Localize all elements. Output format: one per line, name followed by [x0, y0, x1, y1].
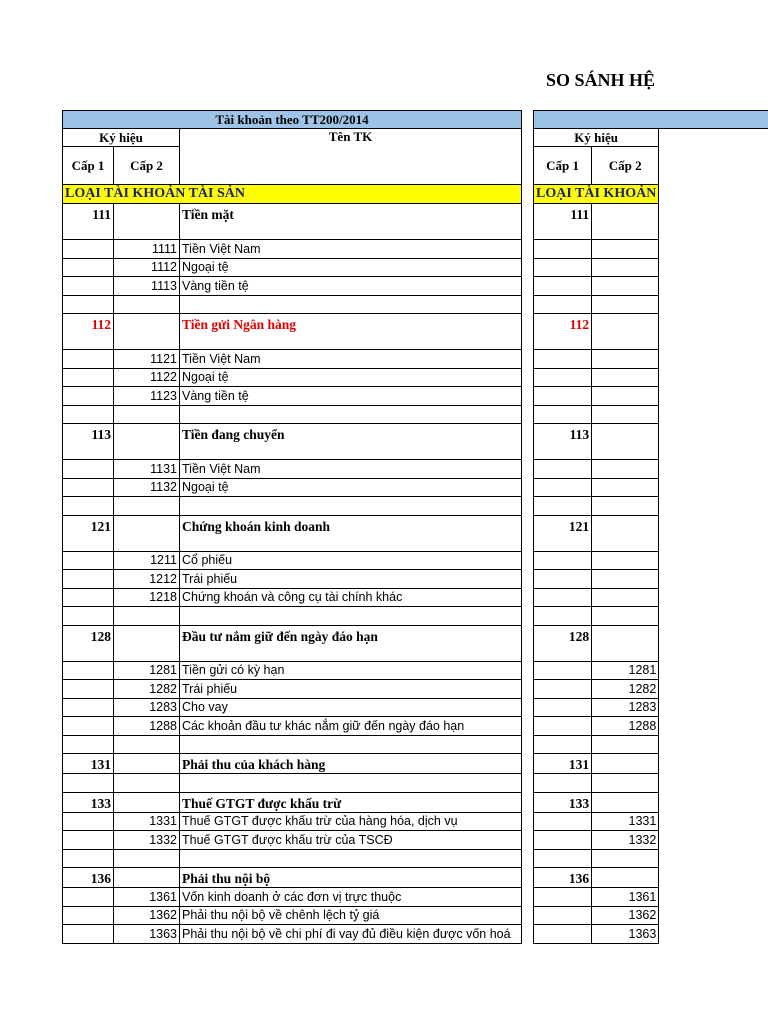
table-row — [534, 295, 768, 314]
cap2-cell: 1363 — [592, 925, 659, 944]
cap1-cell — [63, 277, 114, 296]
right-account-table — [533, 110, 768, 944]
cap1-cell — [534, 849, 592, 868]
table-row — [63, 698, 522, 717]
table-row — [63, 792, 522, 812]
account-name-cell: Chứng khoán và công cụ tài chính khác — [180, 588, 522, 607]
table-row — [534, 497, 768, 516]
account-name-cell: Phải thu của khách hàng — [180, 754, 522, 774]
cap2-cell: 1281 — [592, 661, 659, 680]
table-row — [63, 607, 522, 626]
cap1-cell — [63, 925, 114, 944]
cap1-cell: 128 — [63, 625, 114, 661]
table-row — [63, 204, 522, 240]
account-name-cell: Cổ phiếu — [180, 551, 522, 570]
cap2-cell — [592, 588, 659, 607]
cap2-cell — [114, 204, 180, 240]
cap2-cell — [592, 405, 659, 424]
right-ky-hieu-header: Ký hiệu — [534, 129, 659, 147]
cap2-cell: 1288 — [592, 717, 659, 736]
cap2-cell — [114, 868, 180, 888]
account-name-cell: Tiền mặt — [180, 204, 522, 240]
cap2-cell — [592, 368, 659, 387]
table-row — [63, 277, 522, 296]
cap2-cell — [592, 350, 659, 369]
cap1-cell — [63, 350, 114, 369]
cap1-cell — [63, 888, 114, 907]
table-row — [534, 204, 768, 240]
cap1-cell — [534, 295, 592, 314]
cap1-cell: 113 — [63, 424, 114, 460]
left-table-header: Tài khoản theo TT200/2014 — [63, 111, 522, 129]
table-row — [63, 314, 522, 350]
cap2-cell: 1283 — [114, 698, 180, 717]
cap2-cell: 1361 — [592, 888, 659, 907]
cap2-cell: 1121 — [114, 350, 180, 369]
cap1-cell: 113 — [534, 424, 592, 460]
cap1-cell — [534, 774, 592, 793]
cap2-cell — [114, 754, 180, 774]
cap1-cell — [534, 460, 592, 479]
table-row — [63, 551, 522, 570]
cap1-cell — [63, 478, 114, 497]
account-name-cell: Vàng tiền tệ — [180, 277, 522, 296]
cap1-cell — [534, 478, 592, 497]
cap2-cell — [114, 735, 180, 754]
cap2-cell — [114, 607, 180, 626]
account-name-cell: Thuế GTGT được khấu trừ của TSCĐ — [180, 831, 522, 850]
table-row — [534, 661, 768, 680]
cap2-cell: 1113 — [114, 277, 180, 296]
cap2-cell: 1362 — [592, 906, 659, 925]
account-name-cell — [180, 774, 522, 793]
account-name-cell — [180, 735, 522, 754]
account-name-cell: Tiền gửi có kỳ hạn — [180, 661, 522, 680]
cap2-cell — [592, 460, 659, 479]
table-row — [63, 906, 522, 925]
right-cap2-header: Cấp 2 — [592, 147, 659, 185]
cap2-cell: 1331 — [592, 812, 659, 831]
account-name-cell: Cho vay — [180, 698, 522, 717]
table-row — [534, 387, 768, 406]
table-row — [63, 849, 522, 868]
account-name-cell: Ngoại tệ — [180, 478, 522, 497]
cap1-cell — [63, 735, 114, 754]
cap2-cell — [114, 792, 180, 812]
table-row — [63, 478, 522, 497]
cap2-cell — [592, 625, 659, 661]
table-row — [63, 460, 522, 479]
cap1-cell — [534, 906, 592, 925]
cap1-cell — [63, 698, 114, 717]
table-row — [63, 295, 522, 314]
cap2-cell: 1361 — [114, 888, 180, 907]
account-name-cell: Tiền Việt Nam — [180, 460, 522, 479]
table-row — [534, 754, 768, 774]
account-name-cell — [180, 849, 522, 868]
table-row — [534, 424, 768, 460]
table-row — [534, 515, 768, 551]
cap1-cell — [534, 551, 592, 570]
table-row — [63, 424, 522, 460]
cap1-cell — [63, 906, 114, 925]
account-name-cell: Chứng khoán kinh doanh — [180, 515, 522, 551]
cap2-cell: 1283 — [592, 698, 659, 717]
table-row — [534, 277, 768, 296]
cap1-cell — [534, 368, 592, 387]
cap1-cell — [63, 387, 114, 406]
cap2-cell: 1362 — [114, 906, 180, 925]
account-name-cell: Trái phiếu — [180, 570, 522, 589]
account-name-cell: Vốn kinh doanh ở các đơn vị trực thuộc — [180, 888, 522, 907]
table-row — [534, 849, 768, 868]
cap2-cell: 1131 — [114, 460, 180, 479]
table-row — [534, 607, 768, 626]
cap1-cell: 131 — [534, 754, 592, 774]
cap2-cell: 1112 — [114, 258, 180, 277]
table-row — [63, 888, 522, 907]
cap2-cell: 1288 — [114, 717, 180, 736]
cap2-cell — [592, 497, 659, 516]
account-name-cell: Các khoản đầu tư khác nắm giữ đến ngày đáo hạn — [180, 717, 522, 736]
table-row — [63, 258, 522, 277]
right-section-heading: LOẠI TÀI KHOẢN — [534, 185, 659, 204]
cap2-cell — [592, 515, 659, 551]
account-name-cell: Thuế GTGT được khấu trừ — [180, 792, 522, 812]
cap1-cell — [534, 405, 592, 424]
cap1-cell — [534, 661, 592, 680]
table-row — [534, 698, 768, 717]
table-row — [63, 625, 522, 661]
account-name-cell: Tiền gửi Ngân hàng — [180, 314, 522, 350]
cap2-cell: 1331 — [114, 812, 180, 831]
table-row — [534, 906, 768, 925]
cap1-cell — [63, 460, 114, 479]
table-row — [63, 717, 522, 736]
cap1-cell — [534, 387, 592, 406]
cap1-cell — [534, 888, 592, 907]
table-row — [534, 368, 768, 387]
table-row — [63, 754, 522, 774]
table-row — [534, 717, 768, 736]
account-name-cell — [180, 497, 522, 516]
cap1-cell: 128 — [534, 625, 592, 661]
table-row — [534, 478, 768, 497]
cap2-cell — [114, 774, 180, 793]
cap1-cell — [63, 368, 114, 387]
table-row — [63, 405, 522, 424]
cap1-cell: 136 — [63, 868, 114, 888]
cap2-cell — [592, 570, 659, 589]
cap1-cell — [63, 497, 114, 516]
cap2-cell: 1123 — [114, 387, 180, 406]
table-row — [63, 570, 522, 589]
cap1-cell — [63, 607, 114, 626]
cap1-cell: 133 — [63, 792, 114, 812]
cap1-cell — [534, 698, 592, 717]
table-row — [63, 515, 522, 551]
table-row — [534, 240, 768, 259]
table-row — [534, 570, 768, 589]
cap2-cell — [592, 792, 659, 812]
cap1-cell — [534, 240, 592, 259]
cap2-cell — [114, 405, 180, 424]
cap2-cell — [592, 314, 659, 350]
cap2-cell — [592, 754, 659, 774]
account-name-cell — [180, 295, 522, 314]
left-ky-hieu-header: Ký hiệu — [63, 129, 180, 147]
cap2-cell — [592, 240, 659, 259]
cap1-cell — [534, 680, 592, 699]
cap1-cell — [534, 277, 592, 296]
table-row — [63, 350, 522, 369]
cap1-cell — [63, 849, 114, 868]
account-name-cell: Phải thu nội bộ về chi phí đi vay đủ điều kiện được vốn hoá — [180, 925, 522, 944]
table-row — [63, 240, 522, 259]
page-title: SO SÁNH HỆ — [546, 70, 656, 90]
table-row — [534, 925, 768, 944]
cap1-cell — [63, 295, 114, 314]
table-row — [63, 368, 522, 387]
cap1-cell — [63, 570, 114, 589]
cap2-cell — [114, 424, 180, 460]
cap2-cell — [114, 497, 180, 516]
table-row — [534, 888, 768, 907]
account-name-cell: Ngoại tệ — [180, 258, 522, 277]
table-row — [63, 812, 522, 831]
cap2-cell: 1212 — [114, 570, 180, 589]
cap1-cell — [534, 925, 592, 944]
cap2-cell — [592, 607, 659, 626]
right-table-header — [534, 111, 768, 129]
cap1-cell: 111 — [63, 204, 114, 240]
table-row — [63, 831, 522, 850]
cap2-cell: 1282 — [114, 680, 180, 699]
cap1-cell — [534, 497, 592, 516]
cap2-cell — [114, 314, 180, 350]
table-row — [63, 588, 522, 607]
table-row — [63, 735, 522, 754]
cap1-cell: 133 — [534, 792, 592, 812]
cap2-cell — [114, 849, 180, 868]
left-account-table — [62, 110, 522, 944]
table-row — [534, 831, 768, 850]
cap1-cell — [534, 831, 592, 850]
cap2-cell — [592, 295, 659, 314]
cap1-cell: 121 — [63, 515, 114, 551]
cap2-cell — [592, 258, 659, 277]
cap1-cell: 131 — [63, 754, 114, 774]
table-row — [534, 460, 768, 479]
cap1-cell — [63, 831, 114, 850]
table-row — [534, 812, 768, 831]
account-name-cell — [180, 405, 522, 424]
cap1-cell — [63, 258, 114, 277]
cap1-cell — [534, 570, 592, 589]
cap1-cell — [63, 551, 114, 570]
cap2-cell — [114, 625, 180, 661]
cap2-cell: 1132 — [114, 478, 180, 497]
cap2-cell: 1281 — [114, 661, 180, 680]
cap1-cell — [534, 717, 592, 736]
account-name-cell: Thuế GTGT được khấu trừ của hàng hóa, dịch vụ — [180, 812, 522, 831]
account-name-cell: Vàng tiền tệ — [180, 387, 522, 406]
cap2-cell: 1363 — [114, 925, 180, 944]
account-name-cell: Tiền Việt Nam — [180, 240, 522, 259]
account-name-cell: Tiền Việt Nam — [180, 350, 522, 369]
cap2-cell — [592, 424, 659, 460]
cap2-cell — [592, 868, 659, 888]
cap2-cell — [592, 735, 659, 754]
left-cap1-header: Cấp 1 — [63, 147, 114, 185]
table-row — [534, 405, 768, 424]
table-row — [63, 774, 522, 793]
table-row — [63, 868, 522, 888]
cap1-cell: 111 — [534, 204, 592, 240]
cap2-cell: 1122 — [114, 368, 180, 387]
cap1-cell — [534, 812, 592, 831]
cap2-cell: 1211 — [114, 551, 180, 570]
cap1-cell — [534, 258, 592, 277]
cap1-cell — [63, 717, 114, 736]
account-name-cell: Ngoại tệ — [180, 368, 522, 387]
table-row — [534, 625, 768, 661]
table-row — [534, 792, 768, 812]
cap2-cell — [592, 387, 659, 406]
account-name-cell: Phải thu nội bộ về chênh lệch tỷ giá — [180, 906, 522, 925]
cap1-cell — [63, 812, 114, 831]
cap1-cell — [63, 240, 114, 259]
cap1-cell: 136 — [534, 868, 592, 888]
table-row — [534, 868, 768, 888]
cap2-cell — [592, 849, 659, 868]
cap2-cell: 1332 — [592, 831, 659, 850]
cap2-cell — [592, 204, 659, 240]
table-row — [534, 680, 768, 699]
cap1-cell: 112 — [63, 314, 114, 350]
cap1-cell — [63, 661, 114, 680]
right-cap1-header: Cấp 1 — [534, 147, 592, 185]
cap2-cell: 1111 — [114, 240, 180, 259]
cap2-cell — [592, 478, 659, 497]
left-ten-tk-header: Tên TK — [180, 129, 522, 185]
cap1-cell: 121 — [534, 515, 592, 551]
account-name-cell: Phải thu nội bộ — [180, 868, 522, 888]
cap2-cell: 1332 — [114, 831, 180, 850]
cap1-cell — [63, 405, 114, 424]
table-row — [63, 497, 522, 516]
cap1-cell: 112 — [534, 314, 592, 350]
left-cap2-header: Cấp 2 — [114, 147, 180, 185]
cap1-cell — [534, 735, 592, 754]
table-row — [534, 588, 768, 607]
cap2-cell: 1218 — [114, 588, 180, 607]
cap1-cell — [534, 607, 592, 626]
table-row — [534, 735, 768, 754]
table-row — [63, 387, 522, 406]
cap2-cell — [114, 515, 180, 551]
cap2-cell — [592, 774, 659, 793]
table-row — [63, 925, 522, 944]
cap1-cell — [63, 774, 114, 793]
cap2-cell: 1282 — [592, 680, 659, 699]
account-name-cell: Đầu tư nắm giữ đến ngày đáo hạn — [180, 625, 522, 661]
table-row — [63, 661, 522, 680]
cap2-cell — [114, 295, 180, 314]
table-row — [534, 314, 768, 350]
cap1-cell — [534, 588, 592, 607]
cap1-cell — [63, 588, 114, 607]
table-row — [534, 350, 768, 369]
table-row — [534, 551, 768, 570]
table-row — [534, 258, 768, 277]
cap2-cell — [592, 551, 659, 570]
account-name-cell: Tiền đang chuyển — [180, 424, 522, 460]
table-row — [63, 680, 522, 699]
account-name-cell — [180, 607, 522, 626]
cap2-cell — [592, 277, 659, 296]
cap1-cell — [534, 350, 592, 369]
account-name-cell: Trái phiếu — [180, 680, 522, 699]
table-row — [534, 774, 768, 793]
left-section-heading: LOẠI TÀI KHOẢN TÀI SẢN — [63, 185, 522, 204]
cap1-cell — [63, 680, 114, 699]
